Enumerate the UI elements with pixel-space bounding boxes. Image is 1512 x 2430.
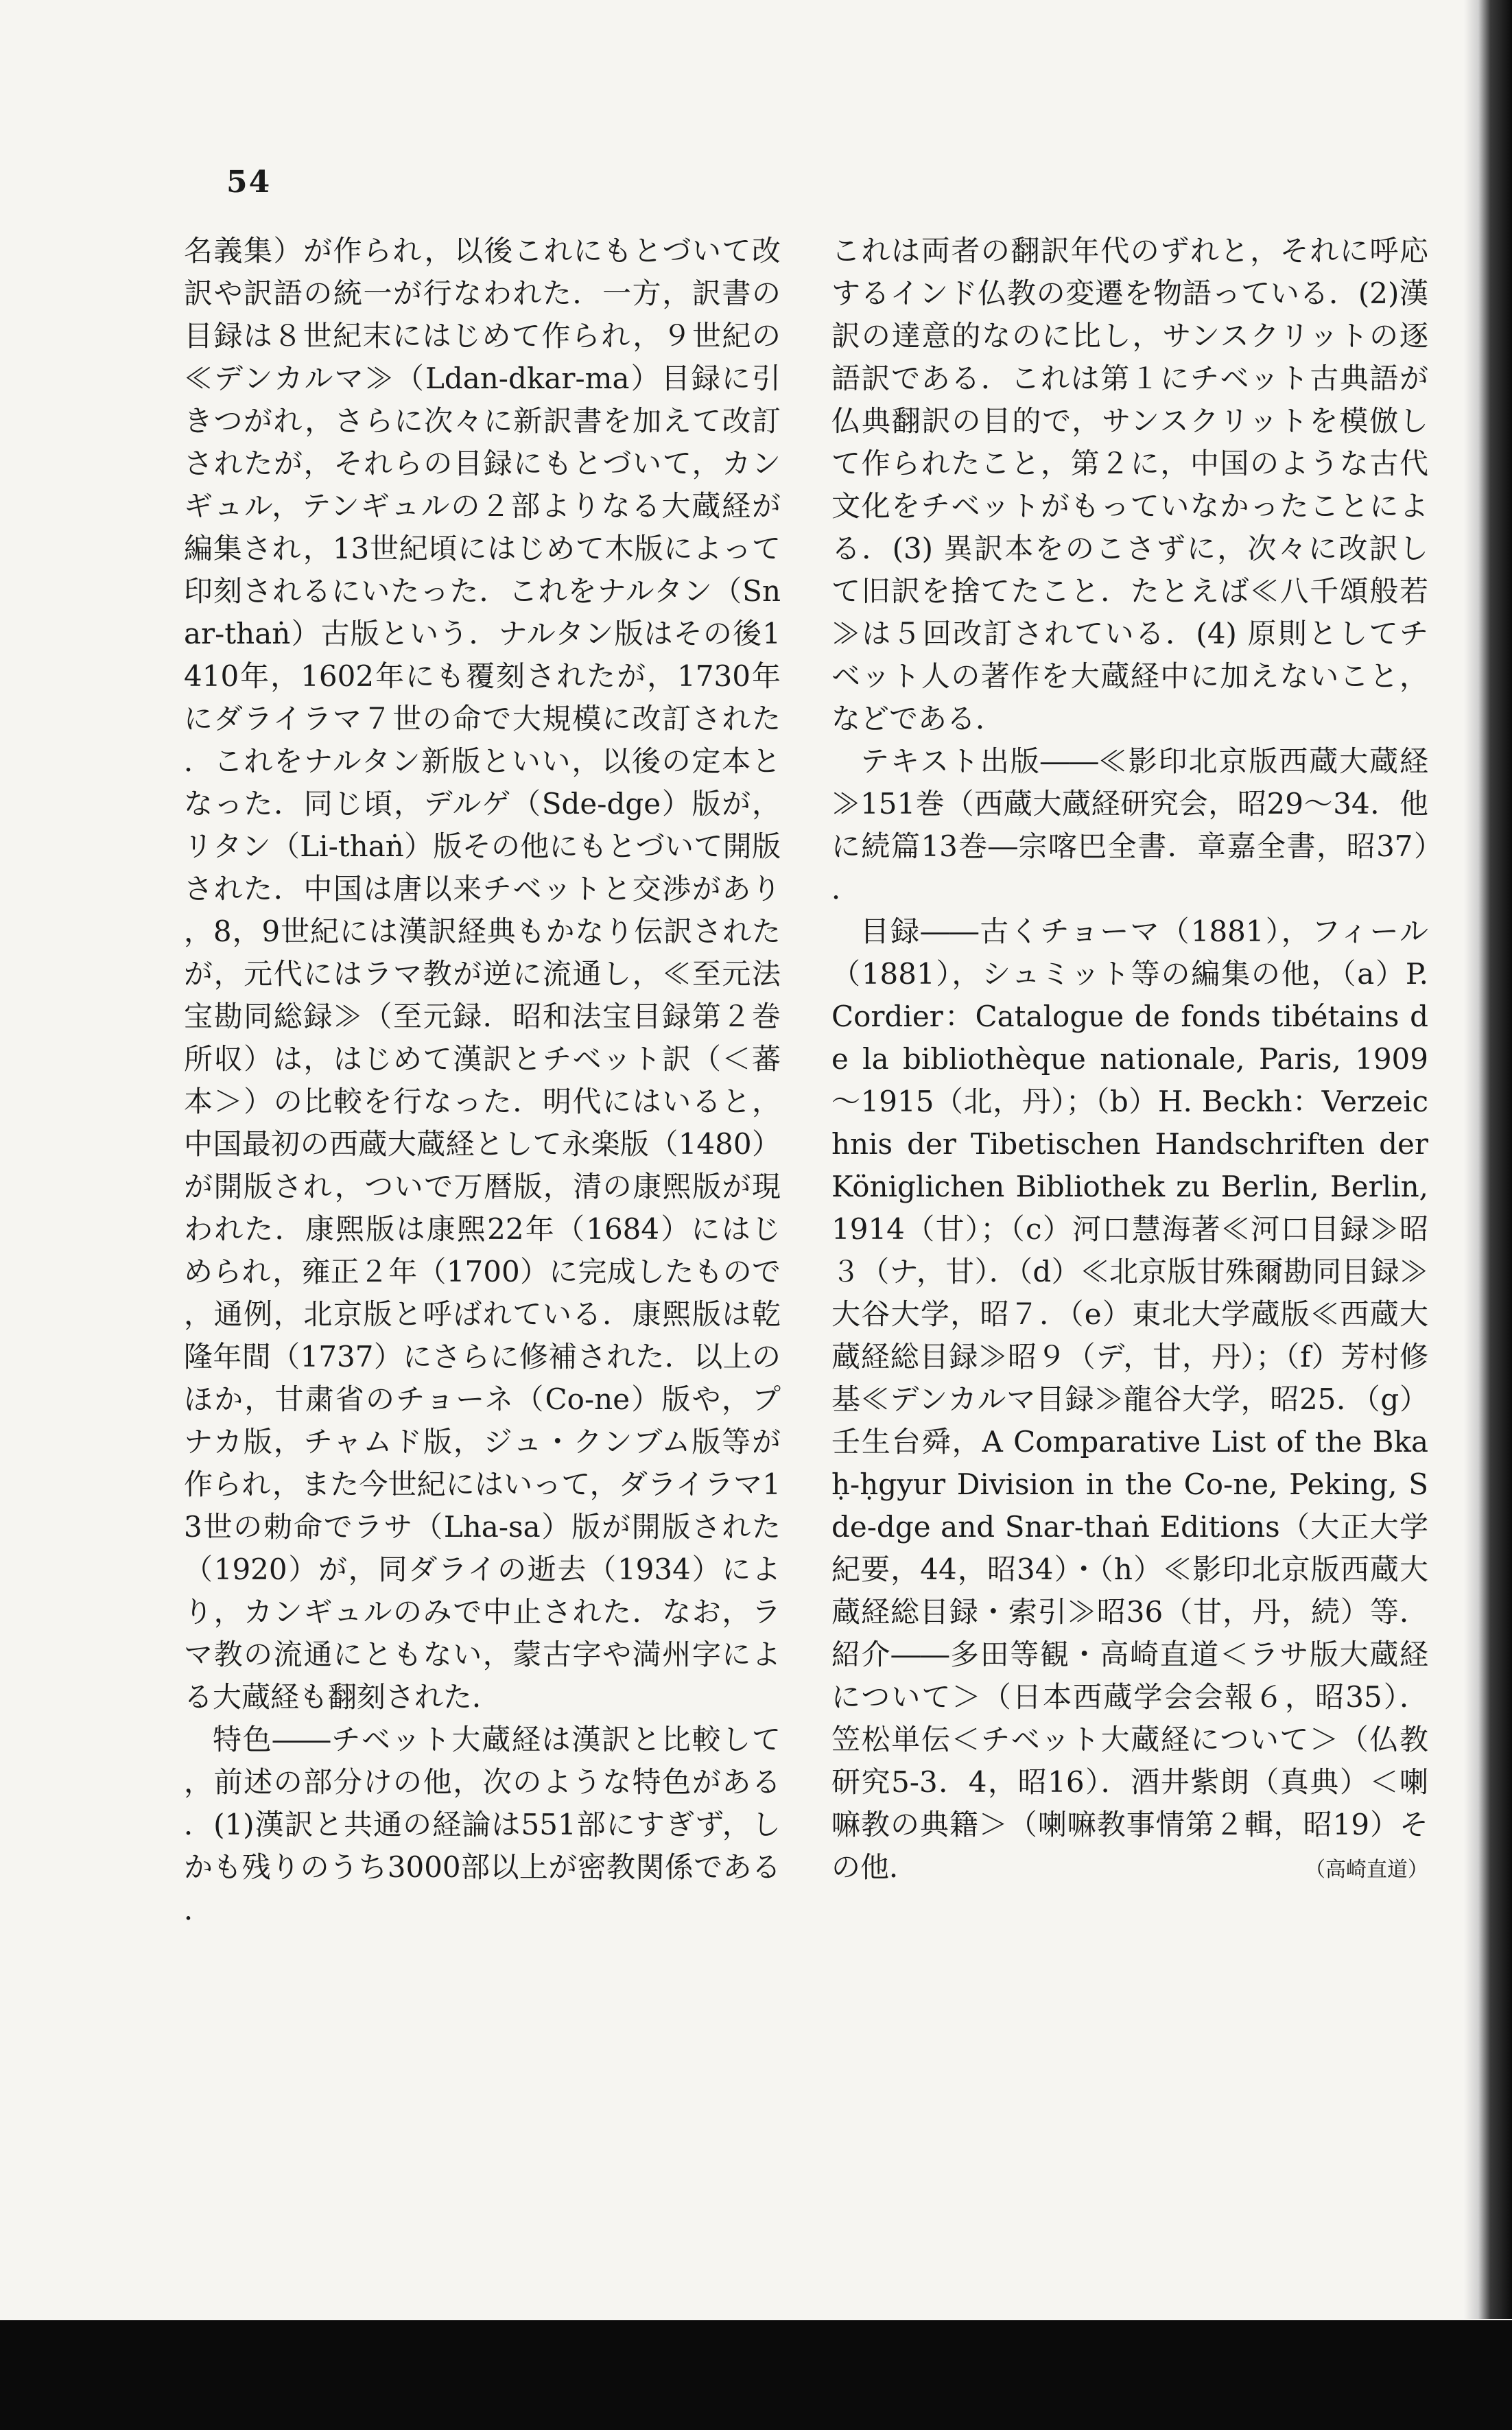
left-column [184, 230, 781, 1931]
right-column [831, 230, 1428, 1891]
page-number: 54 [226, 165, 272, 200]
left-paragraph-history: 名義集）が作られ，以後これにもとづいて改訳や訳語の統一が行なわれた．一方，訳書の目録は８世紀末にはじめて作られ，９世紀の≪デンカルマ≫（Ldan-dkar-ma）目録に引きつがれ，さらに次々に新訳書を加えて改訂されたが，それらの目録にもとづいて，カンギュル，テンギュルの２部よりなる大蔵経が編集され，13世紀頃にはじめて木版によって印刻されるにいたった．これをナルタン（Snar-thaṅ）古版という．ナルタン版はその後1410年，1602年にも覆刻されたが，1730年にダライラマ７世の命で大規模に改訂された．これをナルタン新版といい，以後の定本となった．同じ頃，デルゲ（Sde-dge）版が，リタン（Li-thaṅ）版その他にもとづいて開版された．中国は唐以来チベットと交渉があり，8，9世紀には漢訳経典もかなり伝訳されたが，元代にはラマ教が逆に流通し，≪至元法宝勘同総録≫（至元録．昭和法宝目録第２巻所収）は，はじめて漢訳とチベット訳（＜蕃本＞）の比較を行なった．明代にはいると，中国最初の西蔵大蔵経として永楽版（1480）が開版され，ついで万暦版，清の康煕版が現われた．康煕版は康煕22年（1684）にはじめられ，雍正２年（1700）に完成したもので，通例，北京版と呼ばれている．康煕版は乾隆年間（1737）にさらに修補された．以上のほか，甘粛省のチョーネ（Co-ne）版や，プナカ版，チャムド版，ジュ・クンブム版等が作られ，また今世紀にはいって，ダライラマ13世の勅命でラサ（Lha-sa）版が開版された（1920）が，同ダライの逝去（1934）により，カンギュルのみで中止された．なお，ラマ教の流通にともない，蒙古字や満州字による大蔵経も翻刻された． [184, 234, 781, 1714]
left-paragraph-features: 特色――チベット大蔵経は漢訳と比較して，前述の部分けの他，次のような特色がある．(1)漢訳と共通の経論は551部にすぎず，しかも残りのうち3000部以上が密教関係である． [184, 1723, 781, 1926]
scan-bottom-border [0, 2320, 1512, 2430]
scan-edge-shadow [1464, 0, 1512, 2319]
author-signature: （高崎直道） [1305, 1858, 1428, 1882]
right-paragraph-features-cont: これは両者の翻訳年代のずれと，それに呼応するインド仏教の変遷を物語っている．(2)漢訳の達意的なのに比し，サンスクリットの逐語訳である．これは第１にチベット古典語が仏典翻訳の目的で，サンスクリットを模倣して作られたこと，第２に，中国のような古代文化をチベットがもっていなかったことによる．(3) 異訳本をのこさずに，次々に改訳して旧訳を捨てたこと．たとえば≪八千頌般若≫は５回改訂されている．(4) 原則としてチベット人の著作を大蔵経中に加えないこと，などである． [831, 234, 1428, 735]
right-paragraph-text-editions: テキスト出版――≪影印北京版西蔵大蔵経≫151巻（西蔵大蔵経研究会，昭29～34．他に続篇13巻―宗喀巴全書．章嘉全書，昭37）． [831, 744, 1428, 906]
right-paragraph-catalogues [831, 910, 1428, 1889]
catalogues-text: 目録――古くチョーマ（1881），フィール（1881），シュミット等の編集の他，（a）P. Cordier：Catalogue de fonds tibétains de la bibliothèque nationale, Paris, 1909～1915（北，丹）；（b）H. Beckh：Verzeichnis der Tibetischen Handschriften der Königlichen Bibliothek zu Berlin, Berlin, 1914（甘）；（c）河口慧海著≪河口目録≫昭３（ナ，甘）．（d）≪北京版甘殊爾勘同目録≫大谷大学，昭７．（e）東北大学蔵版≪西蔵大蔵経総目録≫昭９（デ，甘，丹）；（f）芳村修基≪デンカルマ目録≫龍谷大学，昭25．（g）壬生台舜，A Comparative List of the Bkaḥ-ḥgyur Division in the Co-ne, Peking, Sde-dge and Snar-thaṅ Editions（大正大学紀要，44，昭34）・（h）≪影印北京版西蔵大蔵経総目録・索引≫昭36（甘，丹，続）等．紹介――多田等観・高崎直道＜ラサ版大蔵経について＞（日本西蔵学会会報６，昭35）．笠松単伝＜チベット大蔵経について＞（仏教研究5-3．4，昭16）．酒井紫朗（真典）＜喇嘛教の典籍＞（喇嘛教事情第２輯，昭19）その他． [831, 915, 1428, 1884]
